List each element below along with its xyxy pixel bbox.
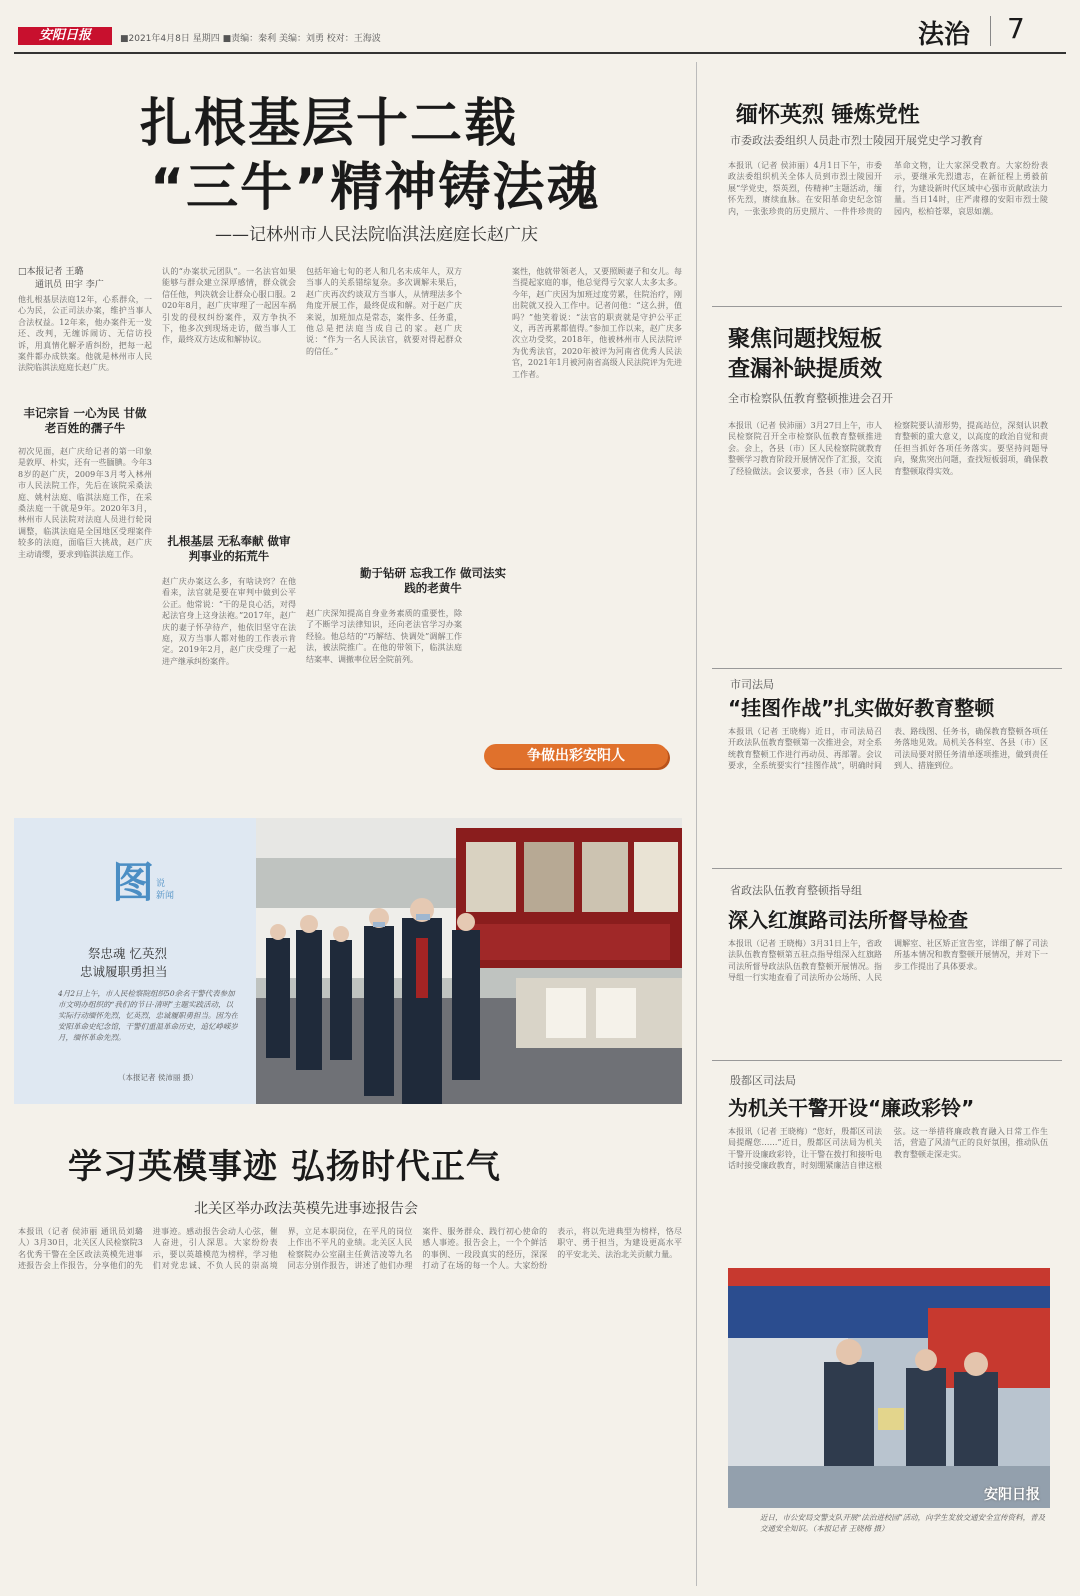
- lead-col1-top: 他扎根基层法庭12年，心系群众，一心为民，公正司法办案，维护当事人合法权益。12年来，他办案件无一发还、改判，无缠诉闹访、无信访投诉，用真情化解矛盾纠纷，把每一起案件都办成铁案。他就是林州市人民法院临淇法庭庭长赵广庆。: [18, 295, 152, 373]
- right-a3-body: [728, 726, 1048, 860]
- lead-subhead-2: [162, 534, 296, 564]
- right-rule-3: [712, 868, 1062, 869]
- exhibition-photo: [256, 818, 682, 1104]
- masthead-rule: [14, 52, 1066, 54]
- right-a1-body: [728, 160, 1048, 292]
- bottom-lead-body-text: 本报讯（记者 侯沛丽 通讯员刘璐人）3月30日，北关区人民检察院3名优秀干警在全区政法英模先进事迹报告会上作报告，分享他们的先进事迹。感动报告会动人心弦，催人奋进，引人深思。大家纷纷表示，要以英雄模范为榜样，学习他们对党忠诚、不负人民的崇高境界，立足本职岗位，在平凡的岗位上作出不平凡的业绩。北关区人民检察院办公室副主任黄洁凌等九名同志分别作报告，讲述了他们办理案件、服务群众、践行初心使命的感人事迹。报告会上，一个个鲜活的事例、一段段真实的经历，深深打动了在场的每一个人。大家纷纷表示，将以先进典型为榜样，恪尽职守、勇于担当，为建设更高水平的平安北关、法治北关贡献力量。: [18, 1227, 682, 1271]
- right-a4-title: 深入红旗路司法所督导检查: [728, 908, 968, 932]
- police-photo: [728, 1268, 1050, 1508]
- page-number: 7: [1007, 12, 1025, 45]
- lead-title-line2: “三牛”精神铸法魂: [150, 158, 601, 218]
- bottom-lead-title: 学习英模事迹 弘扬时代正气: [68, 1147, 501, 1187]
- lead-col1-bottom: 初次见面，赵广庆给记者的第一印象是敦厚、朴实，还有一些腼腆。今年38岁的赵广庆，2009年3月考入林州市人民法院工作，先后在该院采桑法庭、姚村法庭、临淇法庭工作，在采桑法庭一干就是9年。2020年3月，林州市人民法院对法庭人员进行轮岗调整，临淇法庭是全国地区受理案件较多的法庭，面临巨大挑战，赵广庆主动请缨，要求到临淇法庭工作。: [18, 447, 152, 559]
- police-photo-graphic: [728, 1268, 1050, 1508]
- masthead-logo: 安阳日报: [38, 28, 91, 43]
- right-a1-subtitle: 市委政法委组织人员赴市烈士陵园开展党史学习教育: [730, 134, 983, 147]
- bottom-lead-body: [18, 1226, 682, 1586]
- right-a3-kicker: 市司法局: [730, 678, 774, 691]
- lead-subhead-2-text: 扎根基层 无私奉献 做审判事业的拓荒牛: [167, 534, 291, 563]
- photo-news-title2: 忠诚履职勇担当: [80, 964, 168, 979]
- photo-news-caption: 4月2日上午，市人民检察院组织50余名干警代表参加市文明办组织的“我们的节日·清明”主题实践活动，以实际行动缅怀先烈，忆英烈，忠诚履职勇担当。因为在安阳革命史纪念馆，干警们重温革命历史，追忆峥嵘岁月，缅怀革命先烈。: [58, 989, 238, 1042]
- right-a4-kicker: 省政法队伍教育整顿指导组: [730, 884, 862, 897]
- right-a5-body-text: 本报讯（记者 王晓梅）“您好，殷都区司法局提醒您……”近日，殷都区司法局为机关干警开设廉政彩铃，让干警在拨打和接听电话时接受廉政教育，时刻绷紧廉洁自律这根弦。这一举措将廉政教育融入日常工作生活，营造了风清气正的良好氛围，推动队伍教育整顿走深走实。: [728, 1127, 1048, 1171]
- lead-subhead-3-text: 勤于钻研 忘我工作 做司法实践的老黄牛: [359, 566, 506, 595]
- photo-news-title1: 祭忠魂 忆英烈: [88, 946, 167, 961]
- section-divider: [990, 16, 991, 46]
- right-a2-subtitle: 全市检察队伍教育整顿推进会召开: [728, 392, 893, 405]
- lead-badge-text: 争做出彩安阳人: [527, 748, 625, 764]
- lead-col4: 案性，他就带领老人，又要照顾妻子和女儿。每当提起家庭的事，他总觉得亏欠家人太多太多。今年，赵广庆因为加班过度劳累，住院治疗，刚出院就又投入工作中。记者问他：“这么拼，值吗？”他笑着说：“法官的职责就是守护公平正义，再苦再累都值得。”参加工作以来，赵广庆多次立功受奖，2018年，他被林州市人民法院评为优秀法官，2020年被评为河南省优秀人民法官，2021年1月被河南省高级人民法院评为先进工作者。: [512, 267, 682, 379]
- section-name: 法治: [918, 20, 971, 50]
- lead-subhead-3: [356, 566, 510, 596]
- lead-col2-bottom: 赵广庆办案这么多，有啥诀窍？在他看来，法官就是要在审判中做到公平公正。他常说：“干的是良心活，对得起法官身上这身法袍。”2017年，赵广庆的妻子怀孕待产，他依旧坚守在法庭，双方当事人都对他的工作表示肯定。2019年2月，赵广庆受理了一起进产继承纠纷案件。: [162, 577, 296, 666]
- lead-col3-bottom: 赵广庆深知提高自身业务素质的重要性，除了不断学习法律知识，还向老法官学习办案经验。他总结的“巧解结、快调处”调解工作法，被法院推广。在他的带领下，临淇法庭结案率、调撤率位居全院前列。: [306, 609, 462, 664]
- right-a2-body-text: 本报讯（记者 侯沛丽）3月27日上午，市人民检察院召开全市检察队伍教育整顿推进会。会上，各县（市）区人民检察院就教育整顿学习教育阶段开展情况作了汇报，交流了经验做法。会议要求，各县（市）区人民检察院要认清形势，提高站位，深刻认识教育整顿的重大意义，以高度的政治自觉和责任担当抓好各项任务落实。要坚持问题导向，聚焦突出问题，查找短板弱项，确保教育整顿取得实效。: [728, 421, 1048, 476]
- lead-byline2: 通讯员 田宇 李广: [35, 280, 104, 290]
- right-a2-title2: 查漏补缺提质效: [728, 357, 883, 382]
- masthead: [0, 0, 1080, 62]
- police-photo-caption: 近日，市公安局交警支队开展“法治进校园”活动，向学生发放交通安全宣传资料，普及交通安全知识。（本报记者 王晓梅 摄）: [760, 1513, 1046, 1533]
- right-a4-body: [728, 938, 1048, 1050]
- exhibition-photo-graphic: [256, 818, 682, 1104]
- photo-news-tag: [112, 850, 192, 910]
- photo-news-tag-rest: 说 新闻: [156, 879, 175, 901]
- right-a2-title1: 聚焦问题找短板: [728, 327, 883, 352]
- lead-byline1: □本报记者 王璐: [18, 267, 84, 277]
- right-a1-title: 缅怀英烈 锤炼党性: [736, 103, 920, 128]
- right-a5-title: 为机关干警开设“廉政彩铃”: [728, 1096, 975, 1120]
- right-a1-body-text: 本报讯（记者 侯沛丽）4月1日下午，市委政法委组织机关全体人员到市烈士陵园开展“学党史，祭英烈，传精神”主题活动，缅怀先烈，赓续血脉。在安阳革命史纪念馆内，一张张珍贵的历史照片、一件件珍贵的革命文物，让大家深受教育。大家纷纷表示，要继承先烈遗志，在新征程上勇毅前行，为建设新时代区域中心强市贡献政法力量。当日14时，庄严肃穆的安阳市烈士陵园内，松柏苍翠，哀思如潮。: [728, 161, 1048, 216]
- lead-badge: [484, 744, 668, 768]
- lead-subhead-1-text: 丰记宗旨 一心为民 甘做老百姓的孺子牛: [23, 406, 147, 435]
- right-a2-body: [728, 420, 1048, 660]
- right-a3-body-text: 本报讯（记者 王晓梅）近日，市司法局召开政法队伍教育整顿第一次推进会，对全系统教育整顿工作进行再动员、再部署。会议要求，全系统要实行“挂图作战”，明确时间表、路线图、任务书，确保教育整顿各项任务落地见效。局机关各科室、各县（市）区司法局要对照任务清单逐项推进，做到责任到人、措施到位。: [728, 727, 1048, 771]
- right-a4-body-text: 本报讯（记者 王晓梅）3月31日上午，省政法队伍教育整顿第五驻点指导组深入红旗路司法所督导政法队伍教育整顿开展情况。指导组一行实地查看了司法所办公场所、人民调解室、社区矫正宣告室，详细了解了司法所基本情况和教育整顿开展情况，并对下一步工作提出了具体要求。: [728, 939, 1048, 983]
- lead-col3-top: 包括年逾七旬的老人和几名未成年人，双方当事人的关系错综复杂。多次调解未果后，赵广庆再次约谈双方当事人，从情理法多个角度开展工作，最终促成和解。对于赵广庆来说，加班加点是常态，案件多、任务重，他总是把法庭当成自己的家。赵广庆说：“作为一名人民法官，就要对得起群众的信任。”: [306, 267, 462, 356]
- lead-subhead-1: [18, 406, 152, 436]
- lead-title-line1: 扎根基层十二载: [140, 94, 519, 154]
- lead-subtitle: ——记林州市人民法院临淇法庭庭长赵广庆: [215, 225, 538, 245]
- right-a5-body: [728, 1126, 1048, 1256]
- photo-news-tag-char: 图: [112, 858, 155, 907]
- watermark: [984, 1484, 1040, 1504]
- photo-news-credit: （本报记者 侯沛丽 摄）: [118, 1073, 198, 1082]
- right-rule-4: [712, 1060, 1062, 1061]
- right-rule-1: [712, 306, 1062, 307]
- right-a5-kicker: 殷都区司法局: [730, 1074, 796, 1087]
- right-a3-title: “挂图作战”扎实做好教育整顿: [728, 696, 995, 720]
- bottom-lead-subtitle: 北关区举办政法英模先进事迹报告会: [194, 1201, 418, 1217]
- right-column-divider: [696, 62, 697, 1586]
- masthead-meta: ■2021年4月8日 星期四 ■责编：秦利 美编：刘勇 校对：王海波: [120, 34, 381, 44]
- right-rule-2: [712, 668, 1062, 669]
- lead-col2-top: 认的“办案状元团队”。一名法官如果能够与群众建立深厚感情，群众就会信任他，判决就会让群众心服口服。2020年8月，赵广庆审理了一起因车祸引发的侵权纠纷案件，双方争执不下，他多次到现场走访，做当事人工作，最终双方达成和解协议。: [162, 267, 296, 345]
- watermark-text: 安阳日报: [984, 1487, 1040, 1503]
- photo-news-band: [14, 818, 682, 1104]
